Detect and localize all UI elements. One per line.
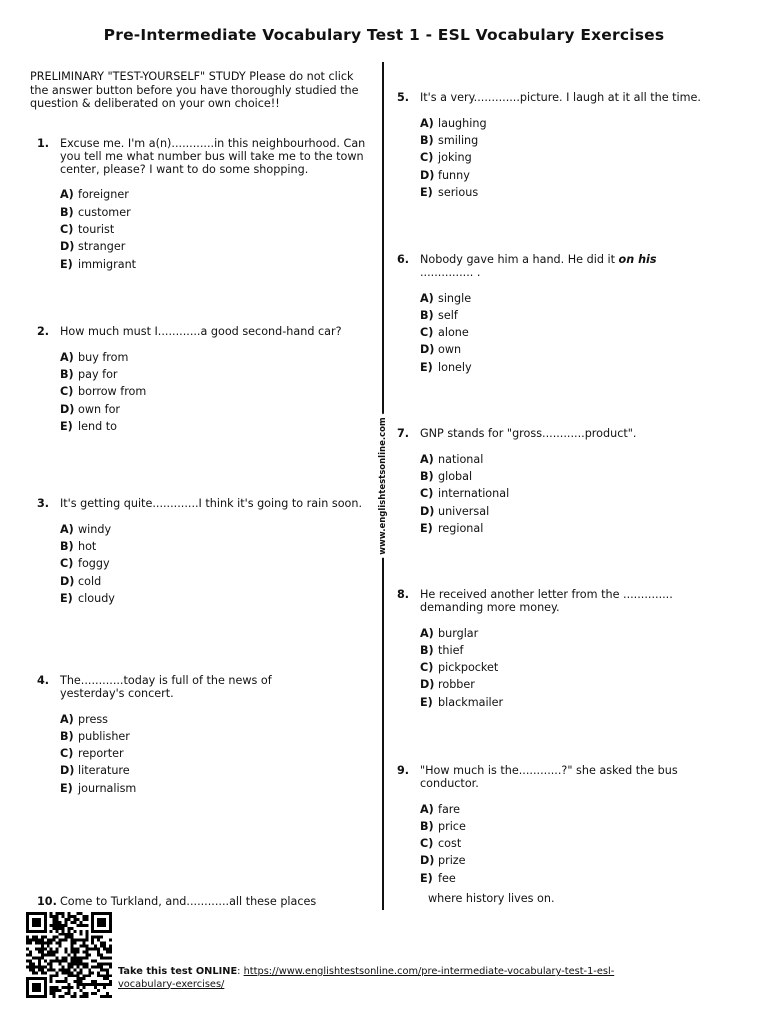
question-text: How much must I............a good second-hand car?	[60, 325, 342, 338]
question-number: 8.	[397, 588, 410, 601]
option-e[interactable]: E) cloudy	[60, 591, 115, 605]
option-b[interactable]: B) customer	[60, 205, 131, 219]
answer-options	[390, 115, 750, 201]
answer-options	[390, 625, 720, 711]
answer-options	[390, 801, 730, 887]
question-3	[30, 498, 375, 607]
option-e[interactable]: E) journalism	[60, 781, 137, 795]
question-text: Excuse me. I'm a(n)............in this neighbourhood. Can you tell me what number bus will take me to the town center, please? I want to do some shopping.	[60, 137, 366, 176]
option-c[interactable]: C) reporter	[60, 747, 124, 761]
site-watermark: www.englishtestsonline.com	[376, 414, 390, 558]
option-c[interactable]: C) cost	[420, 837, 462, 851]
option-c[interactable]: C) foggy	[60, 557, 110, 571]
test-online-link[interactable]: https://www.englishtestsonline.com/pre-intermediate-vocabulary-test-1-esl- vocabulary-exercises/	[118, 966, 615, 990]
option-d[interactable]: D) robber	[420, 678, 475, 692]
option-e[interactable]: E) fee	[420, 871, 456, 885]
question-4	[30, 675, 320, 797]
question-emphasis: on his	[618, 253, 657, 266]
option-a[interactable]: A) press	[60, 712, 108, 726]
question-number: 5.	[397, 91, 410, 104]
question-number: 9.	[397, 764, 410, 777]
option-e[interactable]: E) lend to	[60, 419, 117, 433]
option-e[interactable]: E) regional	[420, 521, 484, 535]
question-text: Nobody gave him a hand. He did it	[420, 253, 615, 266]
option-d[interactable]: D) universal	[420, 504, 490, 518]
question-text: It's getting quite.............I think it's going to rain soon.	[60, 497, 363, 510]
option-b[interactable]: B) global	[420, 470, 473, 484]
question-text: "How much is the............?" she asked the bus conductor.	[420, 764, 678, 790]
option-b[interactable]: B) self	[420, 308, 458, 322]
answer-options	[390, 290, 690, 376]
page-title: Pre-Intermediate Vocabulary Test 1 - ESL Vocabulary Exercises	[103, 26, 665, 44]
option-d[interactable]: D) prize	[420, 854, 466, 868]
question-number: 4.	[37, 674, 50, 687]
question-5	[390, 92, 750, 201]
option-a[interactable]: A) laughing	[420, 116, 487, 130]
question-9	[390, 765, 730, 887]
qr-code[interactable]	[26, 912, 112, 998]
option-d[interactable]: D) stranger	[60, 240, 126, 254]
option-c[interactable]: C) tourist	[60, 222, 115, 236]
option-b[interactable]: B) smiling	[420, 134, 479, 148]
question-1	[30, 138, 375, 273]
option-c[interactable]: C) borrow from	[60, 385, 147, 399]
question-number: 2.	[37, 325, 50, 338]
option-d[interactable]: D) own	[420, 343, 462, 357]
option-b[interactable]: B) pay for	[60, 368, 118, 382]
footer: Take this test ONLINE: https://www.englishtestsonline.com/pre-intermediate-vocabulary-test-1-esl- vocabulary-exercises/	[118, 966, 615, 990]
question-number: 7.	[397, 427, 410, 440]
question-2	[30, 326, 345, 435]
question-text: GNP stands for "gross............product".	[420, 427, 637, 440]
question-text: The............today is full of the news of yesterday's concert.	[60, 674, 272, 700]
option-b[interactable]: B) hot	[60, 540, 97, 554]
option-d[interactable]: D) literature	[60, 764, 130, 778]
option-d[interactable]: D) cold	[60, 574, 102, 588]
option-b[interactable]: B) publisher	[60, 729, 130, 743]
answer-options	[30, 521, 375, 607]
option-c[interactable]: C) alone	[420, 326, 469, 340]
option-a[interactable]: A) windy	[60, 522, 112, 536]
option-d[interactable]: D) funny	[420, 168, 470, 182]
answer-options	[30, 711, 320, 797]
question-text-continuation: where history lives on.	[428, 892, 555, 905]
question-number: 6.	[397, 253, 410, 266]
option-c[interactable]: C) international	[420, 487, 510, 501]
question-text: It's a very.............picture. I laugh at it all the time.	[420, 91, 701, 104]
option-e[interactable]: E) blackmailer	[420, 695, 504, 709]
answer-options	[30, 186, 375, 272]
option-e[interactable]: E) serious	[420, 185, 479, 199]
option-a[interactable]: A) burglar	[420, 626, 479, 640]
option-a[interactable]: A) buy from	[60, 350, 129, 364]
answer-options	[30, 349, 345, 435]
option-c[interactable]: C) joking	[420, 151, 472, 165]
question-number: 3.	[37, 497, 50, 510]
option-d[interactable]: D) own for	[60, 402, 121, 416]
question-number: 10.	[37, 895, 57, 908]
option-a[interactable]: A) fare	[420, 802, 461, 816]
intro-instructions: PRELIMINARY "TEST-YOURSELF" STUDY Please do not click the answer button before you have thoroughly studied the question & deliberated on your own choice!!	[30, 70, 359, 110]
question-10-continuation	[428, 893, 728, 906]
question-7	[390, 428, 750, 537]
option-b[interactable]: B) price	[420, 819, 466, 833]
option-a[interactable]: A) single	[420, 291, 472, 305]
option-b[interactable]: B) thief	[420, 643, 464, 657]
question-text: He received another letter from the .............. demanding more money.	[420, 588, 673, 614]
question-number: 1.	[37, 137, 50, 150]
question-blank: ............... .	[420, 265, 481, 279]
question-text: Come to Turkland, and............all these places	[60, 895, 317, 908]
question-8	[390, 589, 720, 711]
answer-options	[390, 451, 750, 537]
option-a[interactable]: A) foreigner	[60, 188, 129, 202]
question-10	[30, 896, 375, 909]
option-c[interactable]: C) pickpocket	[420, 661, 499, 675]
question-6	[390, 254, 690, 376]
option-e[interactable]: E) lonely	[420, 360, 472, 374]
footer-lead: Take this test ONLINE	[118, 966, 238, 977]
option-e[interactable]: E) immigrant	[60, 257, 137, 271]
option-a[interactable]: A) national	[420, 452, 484, 466]
